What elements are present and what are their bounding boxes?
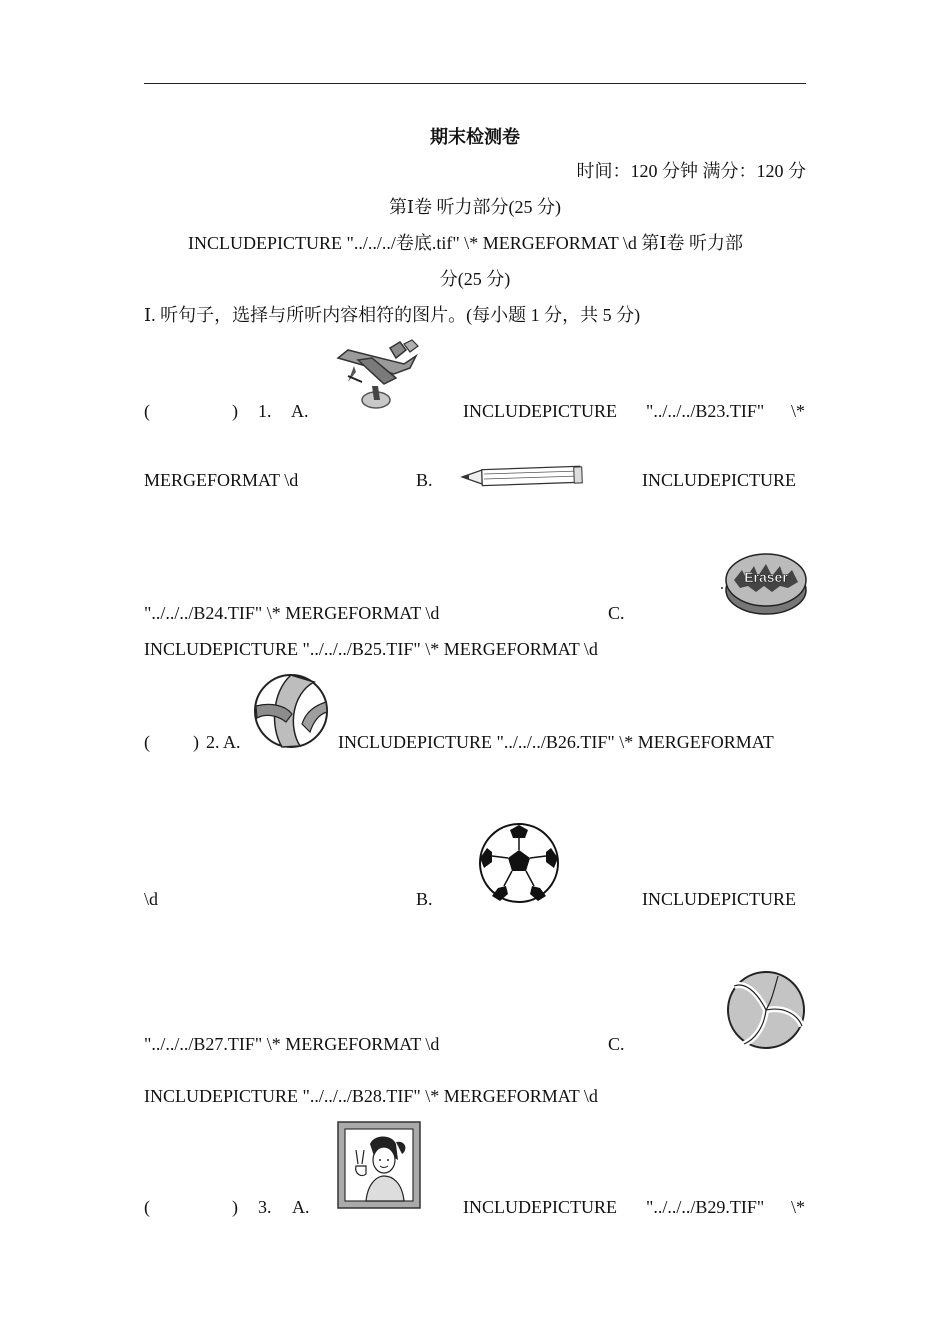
field-code: "../../../B29.TIF": [646, 1197, 765, 1217]
instruction: Ⅰ. 听句子，选择与所听内容相符的图片。(每小题 1 分，共 5 分): [144, 305, 641, 325]
field-code: \*: [791, 401, 806, 421]
exam-meta: 时间：120 分钟 满分：120 分: [576, 161, 806, 181]
answer-paren-close: ): [232, 401, 238, 421]
field-code: "../../../B24.TIF" \* MERGEFORMAT \d: [144, 603, 440, 623]
option-label-a: A.: [292, 1197, 310, 1217]
field-code: INCLUDEPICTURE: [463, 1197, 617, 1217]
field-code: INCLUDEPICTURE "../../../B25.TIF" \* MERGEFORMAT \d: [144, 639, 598, 659]
option-label-b: B.: [416, 889, 433, 909]
field-code: \*: [791, 1197, 806, 1217]
question-number: 2. A.: [206, 732, 241, 752]
field-code: INCLUDEPICTURE "../../../B28.TIF" \* MERGEFORMAT \d: [144, 1086, 598, 1106]
eraser-image: [720, 548, 808, 618]
option-label-c: C.: [608, 603, 625, 623]
field-code: "../../../B23.TIF": [646, 401, 765, 421]
field-code-line: INCLUDEPICTURE "../../../卷底.tif" \* MERGEFORMAT \d 第Ⅰ卷 听力部: [188, 233, 743, 253]
photo-frame-image: [336, 1120, 422, 1210]
answer-paren-close: ): [193, 732, 199, 752]
field-code: INCLUDEPICTURE: [642, 470, 796, 490]
airplane-image: [334, 338, 424, 418]
option-label-a: A.: [291, 401, 309, 421]
beach-ball-image: [252, 672, 330, 750]
field-code: INCLUDEPICTURE "../../../B26.TIF" \* MERGEFORMAT: [338, 732, 774, 752]
eraser-label: Eraser: [744, 569, 788, 585]
header-rule: [144, 83, 806, 84]
question-number: 3.: [258, 1197, 272, 1217]
question-number: 1.: [258, 401, 272, 421]
field-code: "../../../B27.TIF" \* MERGEFORMAT \d: [144, 1034, 440, 1054]
field-code-line: 分(25 分): [439, 269, 511, 289]
soccer-ball-image: [478, 822, 560, 904]
volleyball-image: [726, 970, 806, 1050]
answer-paren-open: (: [144, 401, 150, 421]
option-label-c: C.: [608, 1034, 625, 1054]
pencil-image: [460, 464, 584, 488]
answer-paren-open: (: [144, 1197, 150, 1217]
answer-paren-open: (: [144, 732, 150, 752]
field-code: INCLUDEPICTURE: [463, 401, 617, 421]
field-code: \d: [144, 889, 159, 909]
field-code: INCLUDEPICTURE: [642, 889, 796, 909]
option-label-b: B.: [416, 470, 433, 490]
doc-title: 期末检测卷: [430, 127, 520, 147]
section-title: 第Ⅰ卷 听力部分(25 分): [388, 197, 562, 217]
field-code: MERGEFORMAT \d: [144, 470, 299, 490]
answer-paren-close: ): [232, 1197, 238, 1217]
